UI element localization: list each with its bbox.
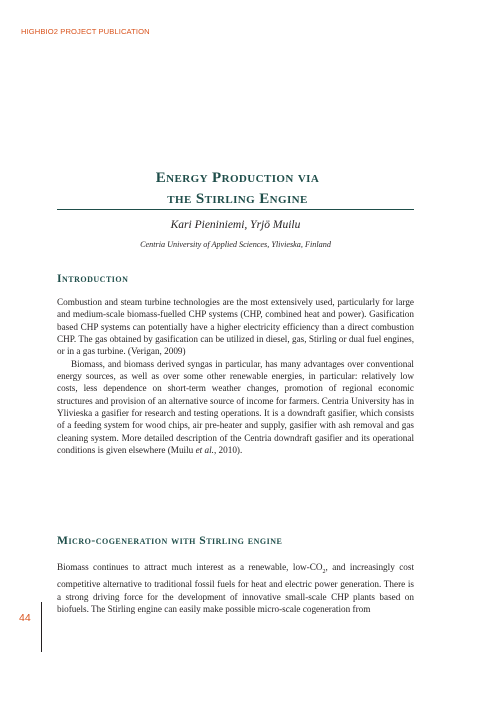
- title-divider: [57, 209, 414, 210]
- section-heading-micro-cogeneration: Micro-cogeneration with Stirling engine: [57, 534, 283, 547]
- publication-header: HIGHBIO2 PROJECT PUBLICATION: [21, 27, 150, 36]
- introduction-body: [57, 296, 414, 456]
- page-number: 44: [19, 612, 31, 624]
- micro-text-start: Biomass continues to attract much interest as a renewable, low-CO: [57, 562, 323, 572]
- co2-subscript: 2: [322, 568, 326, 575]
- introduction-paragraph-2: [57, 358, 414, 457]
- micro-text-end: , and increasingly cost competitive alternative to traditional fossil fuels for heat and electric power generation. There is a strong driving force for the development of innovative small-scale CHP plants based on biofuels. The Stirling engine can easily make possible micro-scale cogeneration from: [57, 562, 414, 614]
- citation-etal: et al.: [195, 445, 214, 456]
- article-authors: Kari Pieniniemi, Yrjö Muilu: [170, 219, 301, 231]
- introduction-paragraph-1: Combustion and steam turbine technologies are the most extensively used, particularly for large and medium-scale biomass-fuelled CHP systems (CHP, combined heat and power). Gasification based CHP systems can potentially have a higher electricity efficiency than a direct combustion CHP. The gas obtained by gasification can be utilized in diesel, gas, Stirling or dual fuel engines, or in a gas turbine. (Verigan, 2009): [57, 297, 414, 357]
- paragraph-2-text: Biomass, and biomass derived syngas in particular, has many advantages over conventional energy sources, as well as over some other renewable energies, in particular: relatively low costs, less dependence on short-term weather changes, promotion of regional economic structures and provision of an alternative source of income for farmers. Centria University has in Ylivieska a gasifier for research and testing operations. It is a downdraft gasifier, which consists of a feeding system for wood chips, air pre-heater and supply, gasifier with ash removal and gas cleaning system. More detailed description of the Centria downdraft gasifier and its operational conditions is given elsewhere (Muilu: [57, 358, 414, 456]
- micro-cogeneration-body: [57, 561, 414, 615]
- title-line-1: Energy Production via: [155, 170, 320, 186]
- micro-paragraph-1: [57, 561, 414, 615]
- section-heading-introduction: Introduction: [57, 272, 129, 285]
- title-line-2: the Stirling Engine: [167, 191, 308, 207]
- margin-line: [41, 602, 42, 652]
- paragraph-2-end: , 2010).: [213, 445, 243, 456]
- article-title: [57, 168, 418, 210]
- author-affiliation: Centria University of Applied Sciences, Ylivieska, Finland: [140, 240, 331, 249]
